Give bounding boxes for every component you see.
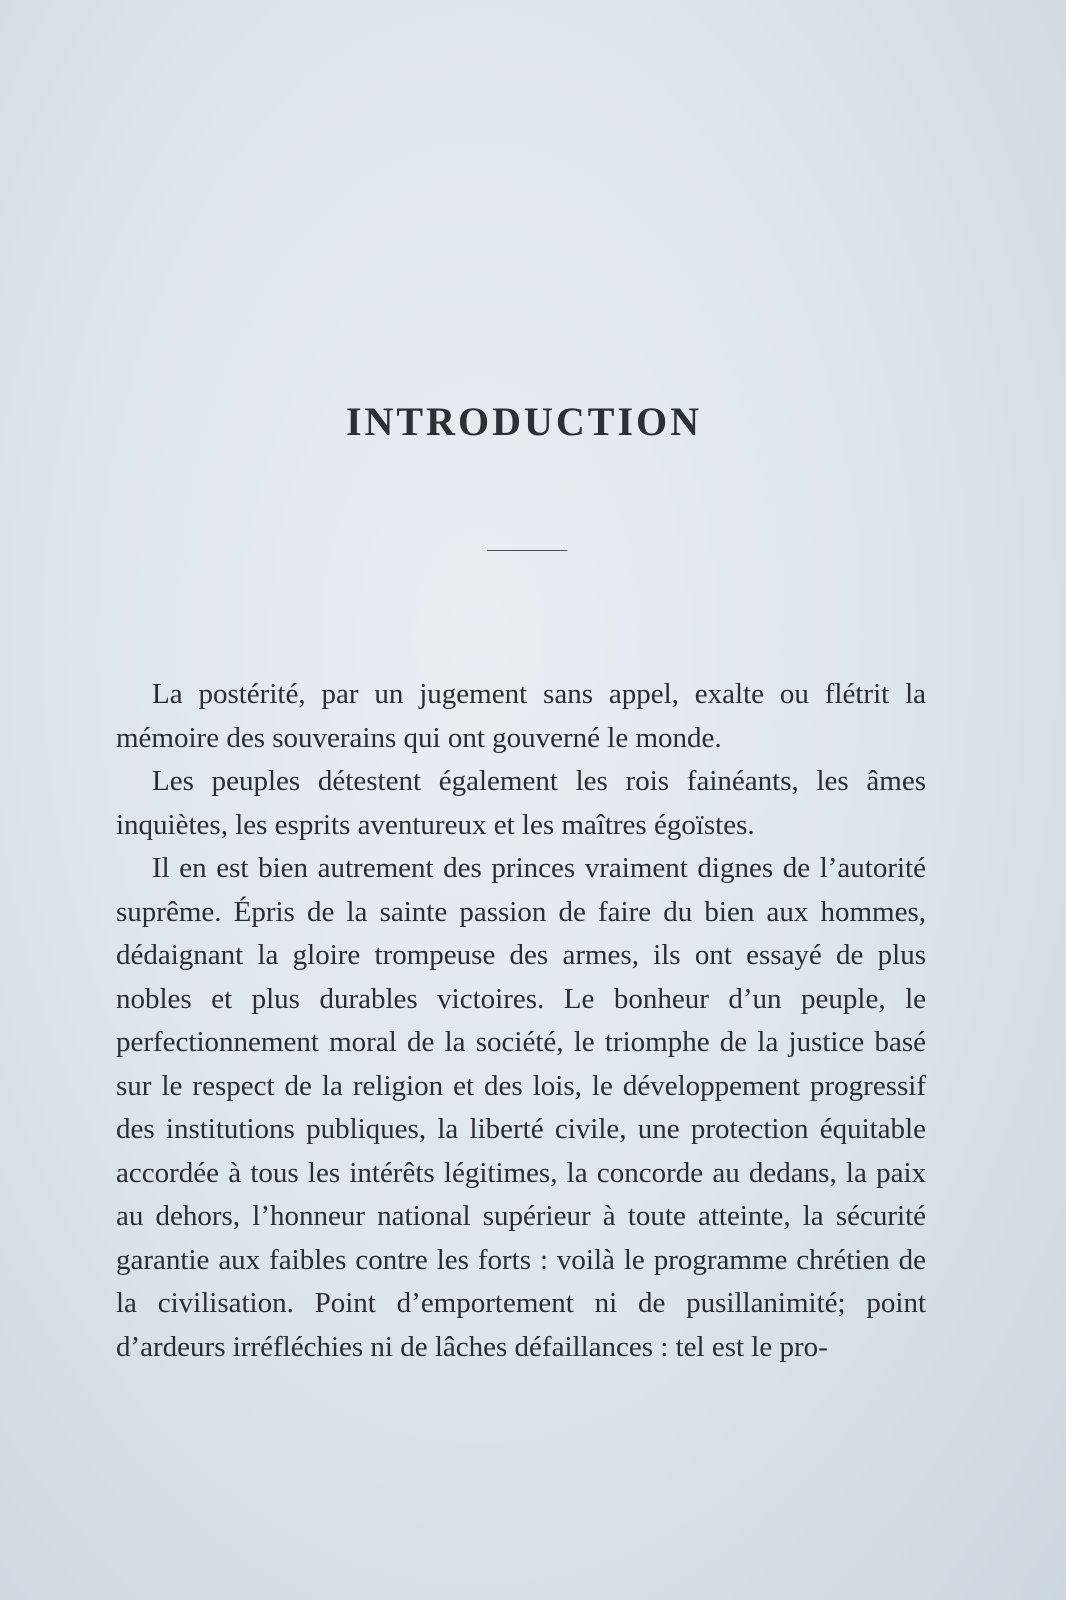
title-divider (487, 550, 567, 551)
paragraph-1: La postérité, par un jugement sans appel, exalte ou flétrit la mémoire des souverains qui ont gouverné le monde. (116, 678, 926, 754)
paragraph-2: Les peuples détestent également les rois fainéants, les âmes inquiètes, les esprits aventureux et les maîtres égoïstes. (116, 765, 926, 841)
body-text (116, 673, 926, 1369)
chapter-title: INTRODUCTION (345, 399, 703, 444)
paragraph-3: Il en est bien autrement des princes vraiment dignes de l’autorité suprême. Épris de la sainte passion de faire du bien aux hommes, dédaignant la gloire trompeuse des armes, ils ont essayé de plus nobles et plus durables victoires. Le bonheur d’un peuple, le perfectionnement moral de la société, le triomphe de la justice basé sur le respect de la religion et des lois, le développement progressif des institutions publiques, la liberté civile, une protection équitable accordée à tous les intérêts légitimes, la concorde au dedans, la paix au dehors, l’honneur national supérieur à toute atteinte, la sécurité garantie aux faibles contre les forts : voilà le programme chrétien de la civilisation. Point d’emportement ni de pusillanimité; point d’ardeurs irréfléchies ni de lâches défaillances : tel est le pro- (116, 852, 926, 1363)
